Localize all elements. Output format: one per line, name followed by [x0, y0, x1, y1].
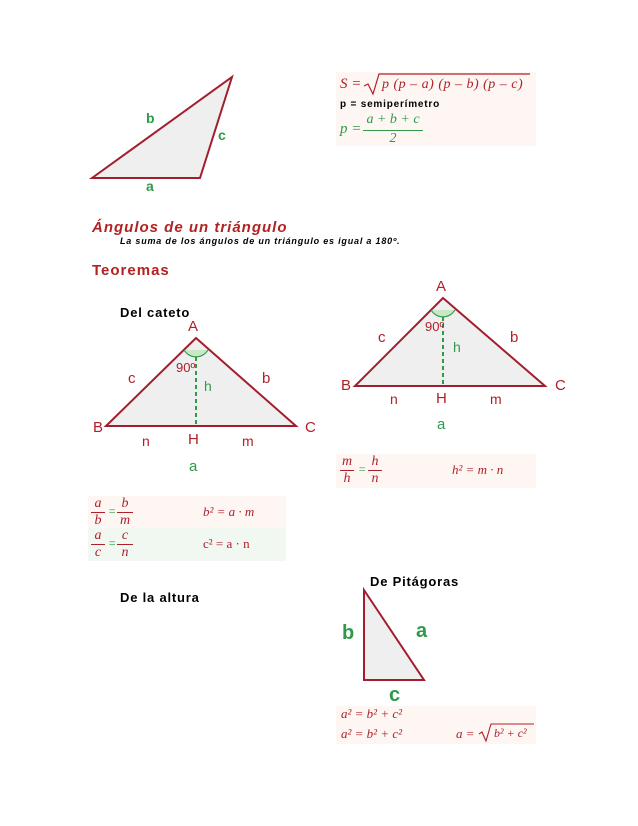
altura-fd1: h [343, 471, 351, 486]
cateto-label-h: h [204, 378, 212, 394]
altura-angle: 90º [425, 319, 445, 334]
altura-label-c: c [378, 329, 386, 346]
cateto-label-c: c [128, 370, 136, 387]
angles-title: Ángulos de un triángulo [92, 219, 288, 236]
cateto-label-a: a [189, 458, 198, 475]
pitagoras-label-a: a [416, 620, 428, 642]
cateto-r1-fn2: b [121, 496, 129, 511]
cateto-r1-fn1: a [94, 496, 102, 511]
cateto-r1-fd1: b [94, 513, 102, 528]
altura-fn2: h [371, 454, 379, 469]
altura-rhs: h² = m · n [452, 462, 504, 477]
cateto-angle: 90º [176, 360, 196, 375]
pitagoras-line3-radicand: b² + c² [494, 726, 527, 740]
altura-vertex-A: A [436, 278, 447, 295]
teoremas-title: Teoremas [92, 262, 170, 279]
cateto-vertex-A: A [188, 318, 199, 335]
cateto-label-m: m [242, 433, 254, 449]
pitagoras-heading: De Pitágoras [370, 574, 460, 589]
altura-heading: De la altura [120, 590, 200, 605]
p-lhs: p = [340, 121, 362, 137]
pitagoras-label-c: c [389, 684, 401, 706]
pitagoras-line1: a² = b² + c² [341, 706, 403, 721]
cateto-heading: Del cateto [120, 305, 191, 320]
cateto-r1-rhs: b² = a · m [203, 504, 255, 519]
cateto-r1-fd2: m [119, 513, 131, 528]
cateto-r2-fn1: a [94, 528, 102, 543]
tri1-label-c: c [218, 127, 227, 143]
cateto-r2-eq: = [108, 536, 117, 550]
cateto-r2-fd1: c [94, 545, 102, 560]
cateto-vertex-C: C [305, 419, 316, 436]
altura-label-h: h [453, 339, 461, 355]
altura-label-b: b [510, 329, 519, 346]
cateto-label-n: n [142, 433, 150, 449]
angles-text: La suma de los ángulos de un triángulo es igual a 180º. [120, 236, 401, 246]
p-denominator: 2 [389, 131, 397, 146]
cateto-r2-fd2: n [121, 545, 129, 560]
altura-eq: = [358, 462, 367, 476]
heron-radicand: p (p – a) (p – b) (p – c) [382, 77, 524, 92]
cateto-r2-rhs: c² = a · n [203, 536, 250, 551]
heron-lhs: S = [340, 76, 362, 92]
altura-vertex-C: C [555, 377, 566, 394]
p-numerator: a + b + c [366, 112, 420, 127]
pitagoras-line2: a² = b² + c² [341, 726, 403, 741]
pitagoras-label-b: b [342, 622, 356, 644]
altura-label-m: m [490, 391, 502, 407]
altura-fd2: n [371, 471, 379, 486]
p-note: p = semiperímetro [340, 99, 441, 110]
tri1-label-a: a [146, 178, 155, 194]
cateto-vertex-B: B [93, 419, 104, 436]
altura-label-H: H [436, 390, 447, 407]
altura-vertex-B: B [341, 377, 352, 394]
cateto-r2-fn2: c [121, 528, 129, 543]
cateto-r1-eq: = [108, 504, 117, 518]
cateto-label-H: H [188, 431, 199, 448]
altura-label-n: n [390, 391, 398, 407]
altura-label-a: a [437, 416, 446, 433]
altura-fn1: m [341, 454, 353, 469]
tri1-label-b: b [146, 110, 156, 126]
pitagoras-line3-lhs: a = [456, 726, 475, 741]
cateto-label-b: b [262, 370, 271, 387]
